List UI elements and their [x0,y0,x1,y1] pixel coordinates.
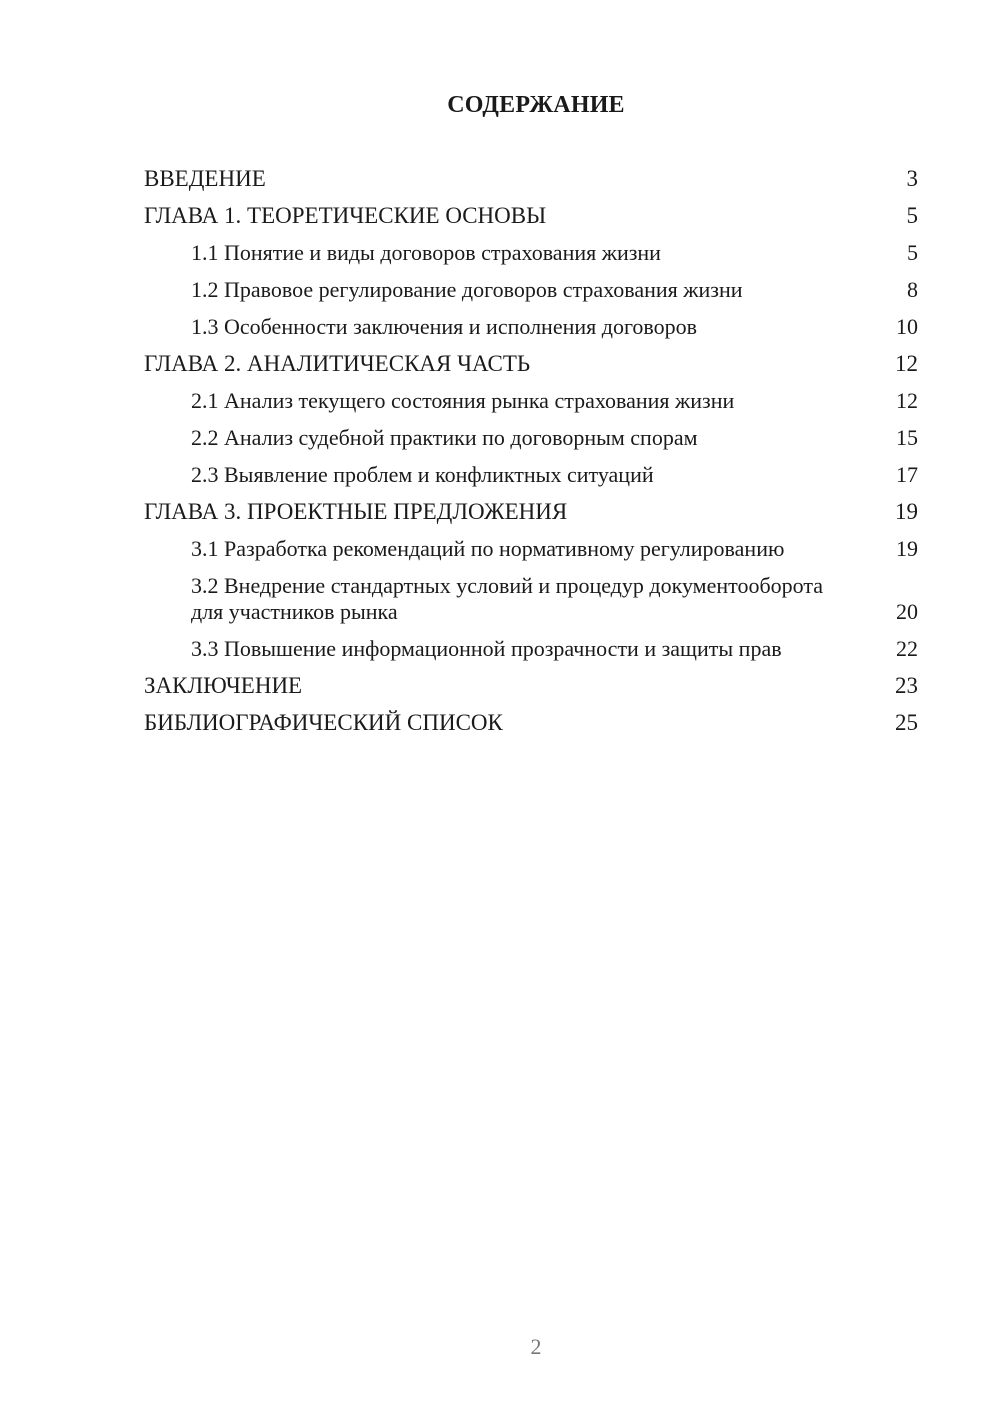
toc-entry-label: 2.2 Анализ судебной практики по договорным спорам [191,425,698,450]
toc-entry-label: БИБЛИОГРАФИЧЕСКИЙ СПИСОК [144,710,503,735]
toc-entry-section-1-2[interactable] [144,277,918,303]
toc-entry-chapter-1[interactable] [144,203,918,229]
toc-entry-page: 12 [896,388,918,413]
toc-entry-label: 3.1 Разработка рекомендаций по нормативному регулированию [191,536,785,561]
toc-entry-section-1-3[interactable] [144,314,918,340]
toc-entry-page: 5 [906,203,918,228]
toc-entry-page: 5 [907,240,918,265]
toc-entry-section-3-2[interactable] [144,573,918,625]
toc-entry-label: ГЛАВА 2. АНАЛИТИЧЕСКАЯ ЧАСТЬ [144,351,531,376]
toc-entry-label: 2.1 Анализ текущего состояния рынка страхования жизни [191,388,735,413]
toc-entry-section-3-1[interactable] [144,536,918,562]
toc-entry-page: 22 [896,636,918,661]
toc-entry-section-1-1[interactable] [144,240,918,266]
toc-entry-introduction[interactable] [144,166,918,192]
toc-entry-label: ВВЕДЕНИЕ [144,166,266,191]
toc-entry-label: 1.1 Понятие и виды договоров страхования жизни [191,240,661,265]
toc-entry-section-2-2[interactable] [144,425,918,451]
toc-entry-label: 2.3 Выявление проблем и конфликтных ситуаций [191,462,654,487]
toc-entry-label: ГЛАВА 3. ПРОЕКТНЫЕ ПРЕДЛОЖЕНИЯ [144,499,568,524]
toc-entry-page: 3 [906,166,918,191]
toc-entry-bibliography[interactable] [144,710,918,736]
toc-entry-page: 8 [907,277,918,302]
page-title: СОДЕРЖАНИЕ [447,92,625,118]
page-number: 2 [530,1334,542,1359]
toc-entry-label: 3.3 Повышение информационной прозрачности и защиты прав [191,636,782,661]
toc-entry-page: 10 [896,314,918,339]
toc-entry-label: 3.2 Внедрение стандартных условий и процедур документооборота для участников рынка [191,573,823,624]
toc-entry-section-2-1[interactable] [144,388,918,414]
toc-entry-label: ЗАКЛЮЧЕНИЕ [144,673,303,698]
toc-entry-section-3-3[interactable] [144,636,918,662]
toc-entry-page: 19 [895,499,918,524]
toc-entry-page: 17 [896,462,918,487]
toc-entry-page: 15 [896,425,918,450]
toc-entry-label: 1.3 Особенности заключения и исполнения договоров [191,314,698,339]
toc-entry-section-2-3[interactable] [144,462,918,488]
toc-entry-label: ГЛАВА 1. ТЕОРЕТИЧЕСКИЕ ОСНОВЫ [144,203,547,228]
toc-entry-chapter-2[interactable] [144,351,918,377]
toc-entry-conclusion[interactable] [144,673,918,699]
toc-entry-page: 25 [895,710,918,735]
toc-entry-chapter-3[interactable] [144,499,918,525]
toc-entry-page: 19 [896,536,918,561]
toc-entry-page: 23 [895,673,918,698]
toc-entry-page: 20 [896,599,918,624]
toc-entry-page: 12 [895,351,918,376]
table-of-contents [144,166,918,747]
toc-entry-label: 1.2 Правовое регулирование договоров страхования жизни [191,277,743,302]
